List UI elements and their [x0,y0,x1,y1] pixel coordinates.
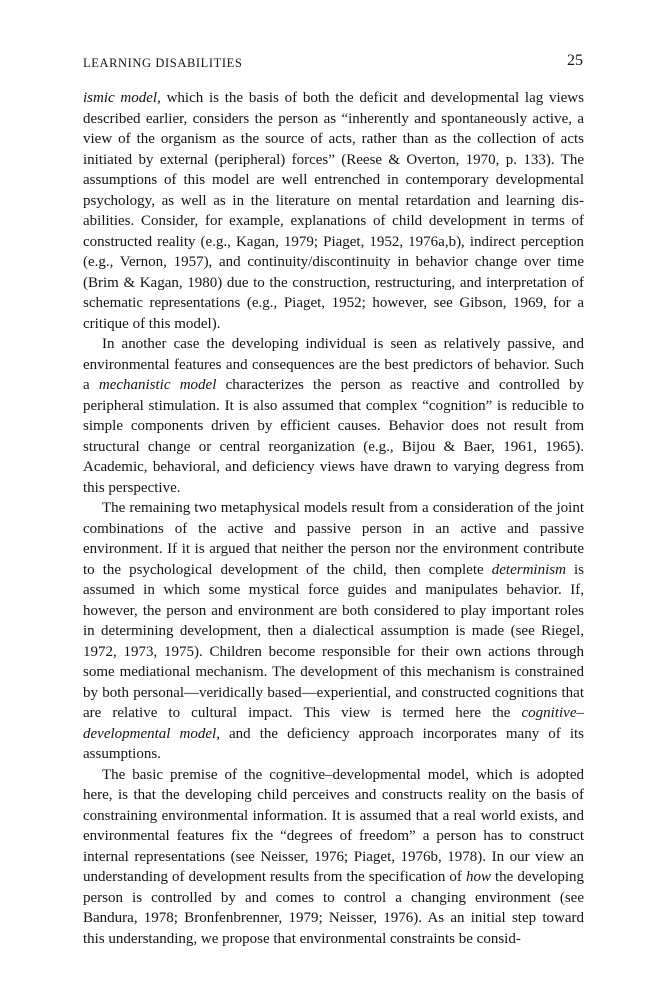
text-segment: how [465,869,491,885]
running-head: LEARNING DISABILITIES [83,56,243,70]
text-segment: mechanistic model [98,377,217,393]
page-number: 25 [567,52,583,69]
text-segment: is assumed in which some mystical force guides and manipulates behavior. If, however, the person and environment are both considered to play important roles in determining development, then a dialectical assumption is made (see Riegel, 1972, 1973, 1975). Children become responsible for their own actions through some mediational mechanism. The development of this mechanism is constrained by both personal—veridically based—experiential, and constructed cognitions that are relative to cultural impact. This view is termed here the [83,561,584,721]
text-segment: which is the basis of both the deficit and developmental lag views described earlier, considers the person as “inherently and spontaneously active, a view of the organism as the source of acts, rather than as the collection of acts initiated by external (peripheral) forces” (Reese & Overton, 1970, p. 133). The assumptions of this model are well entrenched in contemporary developmental psychology, as well as in the literature on mental retardation and learning disabilities. Consider, for example, explanations of child development in terms of constructed reality (e.g., Kagan, 1979; Piaget, 1952, 1976a,b), indirect perception (e.g., Vernon, 1957), and continuity/discontinuity in behavior change over time (Brim & Kagan, 1980) due to the construction, restructuring, and interpretation of schematic representations (e.g., Piaget, 1952; however, see Gibson, 1969, for a critique of this model). [83,90,584,332]
text-segment: In another case the developing individual is seen as relatively passive, and environmental features and consequences are the best predictors of behavior. Such a [83,336,584,393]
paragraph-1 [83,88,584,334]
text-segment: determinism [491,561,566,578]
text-segment: and the deficiency approach incorporates many of its assumptions. [83,725,585,762]
text-segment: The basic premise of the cognitive–developmental model, which is adopted here, is that the developing child perceives and constructs reality on the basis of constraining environmental information. It is assumed that a real world exists, and environmental features fix the “degrees of freedom” a person has to construct internal representations (see Neisser, 1976; Piaget, 1976b, 1978). In our view an understanding of development results from the specification of [83,766,584,885]
text-segment: ismic model, [83,90,161,106]
text-segment: cognitive–developmental model, [83,705,584,742]
text-segment: characterizes the person as reactive and controlled by peripheral stimulation. It is also assumed that complex “cognition” is reducible to simple components driven by efficient causes. Behavior does not result from structural change or central reorganization (e.g., Bijou & Baer, 1961, 1965). Academic, behavioral, and deficiency views have drawn to varying degress from this perspective. [83,377,584,496]
body-text [83,88,584,949]
page-header [83,50,583,76]
text-segment: the developing person is controlled by and comes to control a changing environment (see Bandura, 1978; Bronfenbrenner, 1979; Neisser, 1976). As an initial step toward this understanding, we propose that environmental constraints be consid- [83,869,584,947]
paragraph-3 [83,498,584,765]
text-segment: The remaining two metaphysical models result from a consideration of the joint combinations of the active and passive person in an active and passive environment. If it is argued that neither the person nor the environment contribute to the psychological development of the child, then complete [83,500,584,578]
paragraph-4 [83,765,584,950]
paragraph-2 [83,334,584,498]
